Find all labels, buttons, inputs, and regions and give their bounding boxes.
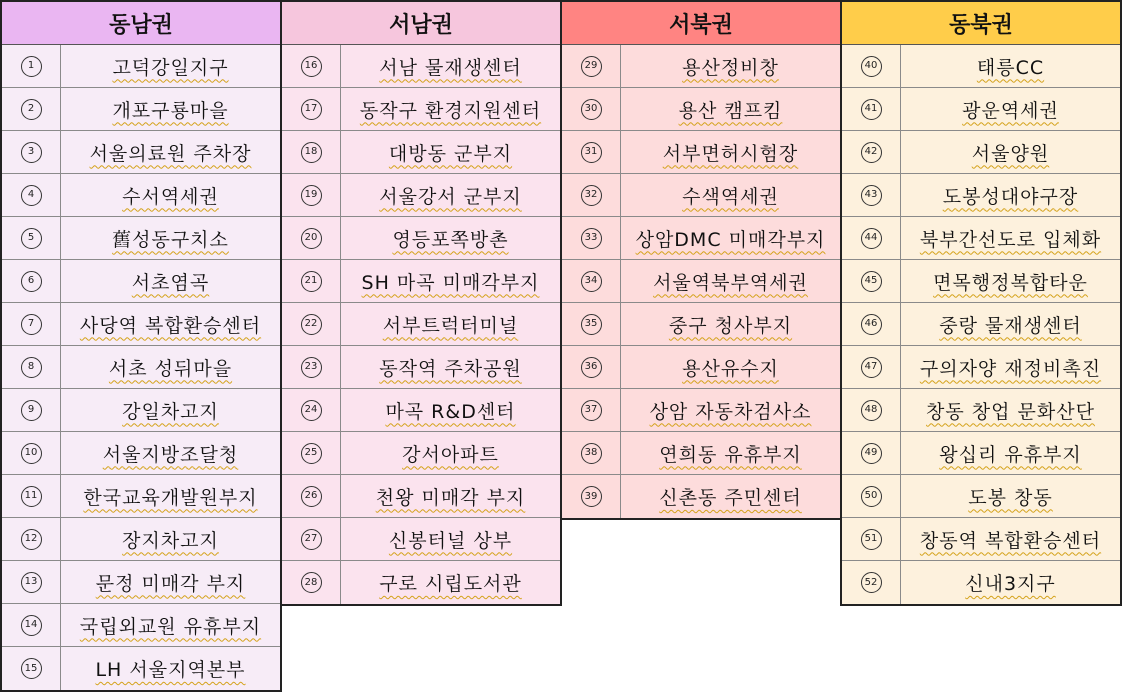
item-number [2,647,61,690]
item-number [562,303,621,345]
item-number [842,260,901,302]
item-number [2,604,61,646]
list-item [2,131,280,174]
item-name [341,45,560,87]
item-number [282,475,341,517]
item-number-badge: 5 [21,228,42,249]
item-number-badge: 15 [21,658,42,679]
item-number-badge: 16 [301,56,322,77]
item-name-text: 연희동 유휴부지 [659,443,802,466]
list-item [282,217,560,260]
item-name-text: 동작구 환경지원센터 [359,99,542,122]
item-number [2,131,61,173]
item-name [61,389,280,431]
item-name-text: 광운역세권 [962,99,1059,122]
item-number-badge: 42 [861,142,882,163]
region-southeast [0,0,282,692]
list-item [842,131,1120,174]
item-name [341,131,560,173]
item-name-text: 도봉성대야구장 [942,185,1079,208]
list-item [562,389,840,432]
item-number [2,561,61,603]
list-item [282,260,560,303]
list-item [282,88,560,131]
item-name-text: 수서역세권 [122,185,219,208]
item-name-text: 중구 청사부지 [668,314,793,337]
item-name [61,518,280,560]
item-name-text: 용산정비창 [682,56,779,79]
item-number-badge: 33 [581,228,602,249]
item-name [61,432,280,474]
item-number-badge: 51 [861,529,882,550]
item-number [842,518,901,560]
item-number-badge: 1 [21,56,42,77]
item-name [61,88,280,130]
item-name [901,217,1120,259]
item-number-badge: 35 [581,314,602,335]
item-number [842,561,901,604]
list-item [562,88,840,131]
list-item [2,260,280,303]
item-number-badge: 8 [21,357,42,378]
list-item [282,346,560,389]
item-number [2,432,61,474]
list-item [842,346,1120,389]
item-name-text: 상암 자동차검사소 [649,400,812,423]
item-number-badge: 9 [21,400,42,421]
item-name-text: 장지차고지 [122,529,219,552]
item-name-text: 신봉터널 상부 [388,529,513,552]
item-list [2,45,280,690]
item-number [562,346,621,388]
region-title: 서북권 [562,2,840,45]
item-name-text: 천왕 미매각 부지 [375,486,526,509]
item-name [901,346,1120,388]
item-name-text: 강서아파트 [402,443,499,466]
item-name [901,432,1120,474]
item-name [341,174,560,216]
item-number-badge: 49 [861,443,882,464]
item-name [61,217,280,259]
list-item [282,518,560,561]
item-number-badge: 13 [21,572,42,593]
item-number-badge: 52 [861,572,882,593]
list-item [842,475,1120,518]
item-name-text: 북부간선도로 입체화 [919,228,1102,251]
item-number-badge: 4 [21,185,42,206]
item-number-badge: 38 [581,443,602,464]
item-name [341,432,560,474]
item-number [282,432,341,474]
item-name-text: 왕십리 유휴부지 [939,443,1082,466]
item-number [282,303,341,345]
item-number-badge: 21 [301,271,322,292]
item-number-badge: 30 [581,99,602,120]
item-list [842,45,1120,604]
item-number [2,88,61,130]
list-item [842,45,1120,88]
item-name [901,88,1120,130]
item-name [901,389,1120,431]
item-number [842,346,901,388]
item-name-text: 태릉CC [976,56,1045,79]
item-name-text: 동작역 주차공원 [379,357,522,380]
item-name-text: 수색역세권 [682,185,779,208]
item-number [842,475,901,517]
item-number-badge: 50 [861,486,882,507]
item-number-badge: 27 [301,529,322,550]
item-number-badge: 23 [301,357,322,378]
item-number [2,389,61,431]
item-number-badge: 34 [581,271,602,292]
item-name-text: 서울의료원 주차장 [89,142,252,165]
list-item [2,88,280,131]
region-southwest [280,0,562,606]
item-name [901,561,1120,604]
item-number [2,260,61,302]
item-name-text: SH 마곡 미매각부지 [361,271,540,294]
item-number [842,432,901,474]
item-number [282,518,341,560]
list-item [2,561,280,604]
list-item [2,303,280,346]
list-item [842,260,1120,303]
item-number [562,45,621,87]
item-number-badge: 18 [301,142,322,163]
item-number-badge: 2 [21,99,42,120]
item-name-text: 구의자양 재정비촉진 [919,357,1102,380]
item-name-text: 영등포쪽방촌 [392,228,509,251]
item-list [282,45,560,604]
item-name-text: 창동역 복합환승센터 [919,529,1102,552]
item-name [901,131,1120,173]
item-name [621,88,840,130]
item-name-text: 용산 캠프킴 [678,99,783,122]
list-item [842,389,1120,432]
item-number-badge: 48 [861,400,882,421]
list-item [842,561,1120,604]
item-name-text: 사당역 복합환승센터 [79,314,262,337]
item-number [282,260,341,302]
item-name [61,346,280,388]
item-name [341,260,560,302]
list-item [842,217,1120,260]
item-name [621,45,840,87]
item-name-text: 신내3지구 [965,573,1056,595]
region-northeast [840,0,1122,606]
item-name [61,131,280,173]
list-item [282,432,560,475]
item-name-text: 구로 시립도서관 [379,573,522,595]
item-name [621,432,840,474]
item-number-badge: 46 [861,314,882,335]
item-name [621,475,840,518]
item-number-badge: 40 [861,56,882,77]
item-number-badge: 3 [21,142,42,163]
item-name-text: 창동 창업 문화산단 [926,400,1095,423]
item-number-badge: 11 [21,486,42,507]
item-name [61,174,280,216]
item-number [282,174,341,216]
item-name-text: 신촌동 주민센터 [659,487,802,509]
list-item [842,88,1120,131]
item-name [621,389,840,431]
item-name [901,45,1120,87]
item-number [2,303,61,345]
item-number-badge: 31 [581,142,602,163]
item-number-badge: 45 [861,271,882,292]
item-name-text: 서울강서 군부지 [379,185,522,208]
list-item [2,174,280,217]
item-name [901,260,1120,302]
item-number-badge: 25 [301,443,322,464]
item-name [621,217,840,259]
list-item [2,647,280,690]
item-name [341,303,560,345]
item-number-badge: 12 [21,529,42,550]
item-name [341,475,560,517]
list-item [842,174,1120,217]
item-name-text: 마곡 R&D센터 [385,400,516,423]
item-number [2,346,61,388]
item-number-badge: 20 [301,228,322,249]
item-name-text: 중랑 물재생센터 [939,314,1082,337]
item-number-badge: 14 [21,615,42,636]
item-number-badge: 19 [301,185,322,206]
item-name-text: 서남 물재생센터 [379,56,522,79]
item-name-text: 舊성동구치소 [112,228,229,251]
item-name [61,475,280,517]
item-number-badge: 29 [581,56,602,77]
item-number [562,131,621,173]
item-name-text: 서부면허시험장 [662,142,799,165]
list-item [2,604,280,647]
item-name [621,303,840,345]
item-number-badge: 44 [861,228,882,249]
item-number [842,303,901,345]
list-item [562,432,840,475]
list-item [842,432,1120,475]
item-number [282,131,341,173]
item-number-badge: 7 [21,314,42,335]
item-number [842,88,901,130]
item-number [562,174,621,216]
list-item [282,561,560,604]
list-item [2,432,280,475]
item-name [61,260,280,302]
item-list [562,45,840,518]
list-item [2,475,280,518]
item-name [341,217,560,259]
item-number [562,260,621,302]
list-item [562,346,840,389]
item-name [901,518,1120,560]
region-title: 동북권 [842,2,1120,45]
list-item [562,475,840,518]
item-number [2,45,61,87]
item-name [621,131,840,173]
item-name [621,346,840,388]
item-name [901,174,1120,216]
item-number [282,88,341,130]
item-name-text: 서부트럭터미널 [382,314,519,337]
item-number-badge: 36 [581,357,602,378]
list-item [562,303,840,346]
item-number [562,475,621,518]
item-name [61,604,280,646]
list-item [282,303,560,346]
item-name-text: 서초염곡 [131,271,210,294]
list-item [282,475,560,518]
item-number [562,389,621,431]
item-number-badge: 37 [581,400,602,421]
item-number-badge: 28 [301,572,322,593]
item-number-badge: 17 [301,99,322,120]
item-name-text: 문정 미매각 부지 [95,572,246,595]
region-northwest [560,0,842,520]
item-number [2,518,61,560]
item-name [621,174,840,216]
item-number [842,174,901,216]
item-number [842,217,901,259]
item-name [341,389,560,431]
item-name-text: 한국교육개발원부지 [83,486,258,509]
item-number [282,561,341,604]
item-number-badge: 24 [301,400,322,421]
item-name [901,475,1120,517]
item-number-badge: 10 [21,443,42,464]
item-number [562,217,621,259]
item-name-text: 서울양원 [971,142,1050,165]
item-name [61,45,280,87]
list-item [2,346,280,389]
item-number [2,174,61,216]
list-item [2,389,280,432]
list-item [562,174,840,217]
item-name [61,561,280,603]
region-title: 동남권 [2,2,280,45]
list-item [842,303,1120,346]
item-name [341,88,560,130]
item-name-text: 상암DMC 미매각부지 [635,228,826,251]
list-item [282,174,560,217]
item-name [341,518,560,560]
item-number [282,389,341,431]
item-name-text: 대방동 군부지 [388,142,513,165]
item-name-text: LH 서울지역본부 [95,659,246,681]
item-number [282,45,341,87]
item-name [901,303,1120,345]
item-number-badge: 43 [861,185,882,206]
list-item [2,45,280,88]
item-number-badge: 41 [861,99,882,120]
list-item [562,260,840,303]
item-number [562,432,621,474]
list-item [282,45,560,88]
item-name-text: 개포구룡마을 [112,99,229,122]
item-name-text: 서초 성뒤마을 [108,357,233,380]
item-number [562,88,621,130]
list-item [282,131,560,174]
item-name-text: 도봉 창동 [968,486,1053,509]
item-number-badge: 47 [861,357,882,378]
item-number-badge: 32 [581,185,602,206]
item-name [61,303,280,345]
item-number-badge: 6 [21,271,42,292]
list-item [2,217,280,260]
item-number-badge: 22 [301,314,322,335]
item-name-text: 국립외교원 유휴부지 [79,615,262,638]
item-number [282,346,341,388]
item-name-text: 서울역북부역세권 [653,271,808,294]
item-name [61,647,280,690]
item-number-badge: 26 [301,486,322,507]
list-item [562,217,840,260]
list-item [562,45,840,88]
list-item [2,518,280,561]
item-name-text: 서울지방조달청 [102,443,239,466]
item-name-text: 용산유수지 [682,357,779,380]
list-item [562,131,840,174]
item-number [2,217,61,259]
item-name [621,260,840,302]
item-number [842,131,901,173]
list-item [842,518,1120,561]
list-item [282,389,560,432]
item-name-text: 면목행정복합타운 [933,271,1088,294]
item-name-text: 고덕강일지구 [112,56,229,79]
item-name [341,346,560,388]
item-name [341,561,560,604]
item-name-text: 강일차고지 [122,400,219,423]
item-number [842,389,901,431]
item-number [282,217,341,259]
item-number [842,45,901,87]
region-title: 서남권 [282,2,560,45]
item-number [2,475,61,517]
item-number-badge: 39 [581,486,602,507]
